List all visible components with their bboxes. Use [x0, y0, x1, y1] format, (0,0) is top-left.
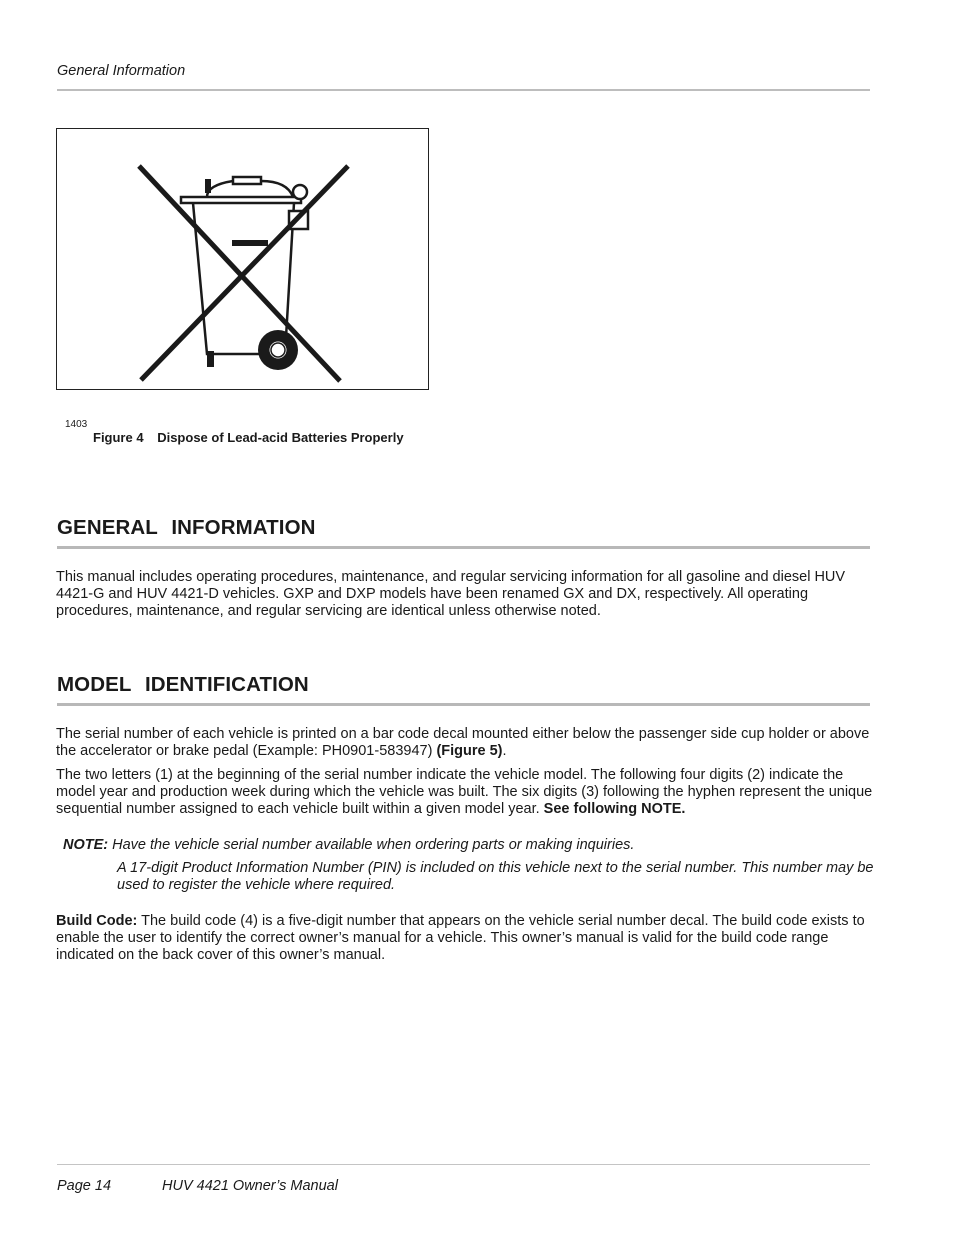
serial-number-end: . [502, 743, 507, 759]
build-code-label: Build Code: [56, 913, 138, 929]
manual-title: HUV 4421 Owner’s Manual [162, 1178, 338, 1194]
figure-frame [56, 128, 429, 390]
general-information-body: This manual includes operating procedures, maintenance, and regular servicing information for all gasoline and diesel HUV 4421-G and HUV 4421-D vehicles. GXP and DXP models have been renamed GX and DX, respectively. All operating procedures, maintenance, and regular servicing are identical unless otherwise noted. [56, 569, 846, 619]
figure-id: 1403 [65, 419, 88, 430]
note-reference: See following NOTE. [543, 801, 686, 817]
figure-number: Figure 4 [93, 430, 144, 445]
section-rule [57, 703, 870, 706]
page-number: Page 14 [57, 1178, 112, 1194]
section-rule [57, 546, 870, 549]
footer-rule [57, 1164, 870, 1165]
figure-reference: (Figure 5) [436, 743, 503, 759]
serial-digits-text: The two letters (1) at the beginning of the serial number indicate the vehicle model. The following four digits (2) indicate the model year and production week during which the vehicle was built. The six digits (3) following the hyphen represent the unique sequential number assigned to each vehicle built within a given model year. [56, 767, 873, 817]
model-identification-heading: MODEL IDENTIFICATION [57, 673, 309, 696]
note-label: NOTE: [63, 837, 109, 853]
running-head: General Information [57, 63, 186, 79]
general-information-heading: GENERAL INFORMATION [57, 516, 316, 539]
note-pin-text: A 17-digit Product Information Number (PIN) is included on this vehicle next to the serial number. This number may be used to register the vehicle where required. [117, 860, 874, 893]
figure-caption [93, 430, 404, 445]
serial-number-paragraph [56, 726, 876, 760]
header-rule [57, 89, 870, 91]
build-code-text: The build code (4) is a five-digit number that appears on the vehicle serial number decal. The build code exists to enable the user to identify the correct owner’s manual for a vehicle. This owner’s manual is valid for the build code range indicated on the back cover of this owner’s manual. [56, 913, 865, 963]
note [63, 837, 634, 854]
serial-digits-paragraph [56, 767, 876, 818]
build-code-paragraph [56, 913, 876, 964]
note-text: Have the vehicle serial number available when ordering parts or making inquiries. [112, 837, 635, 853]
serial-number-text: The serial number of each vehicle is printed on a bar code decal mounted either below the passenger side cup holder or above the accelerator or brake pedal (Example: PH0901-583947) [56, 726, 870, 759]
figure-caption-text: Dispose of Lead-acid Batteries Properly [157, 430, 404, 445]
crossed-out-wheeled-bin-icon [57, 129, 427, 388]
